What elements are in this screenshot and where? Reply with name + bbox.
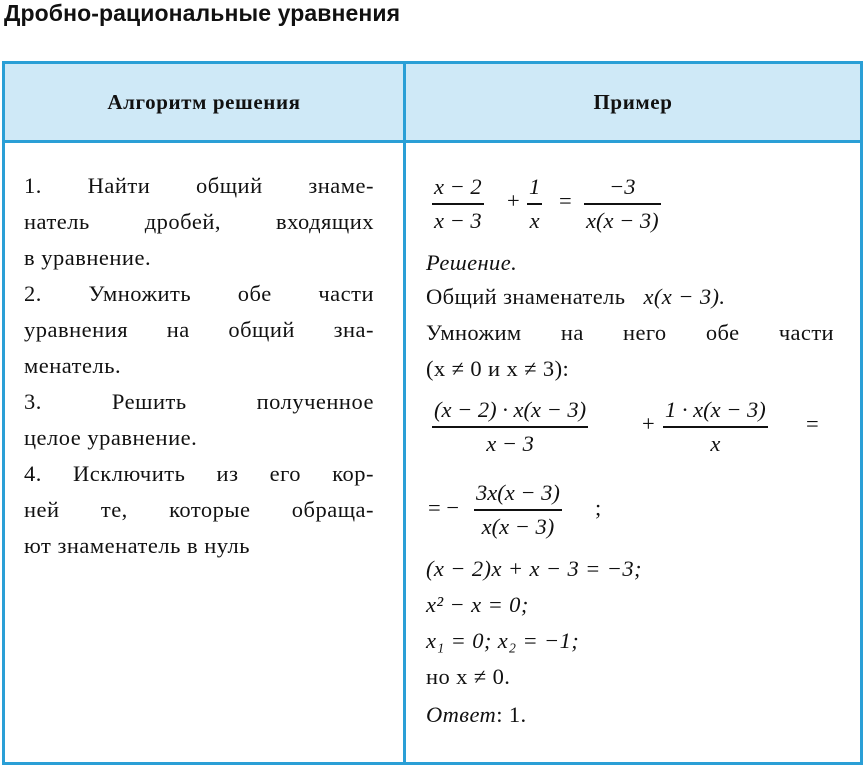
domain-condition: (x ≠ 0 и x ≠ 3):	[426, 356, 570, 381]
page-title: Дробно-рациональные уравнения	[4, 0, 401, 26]
eq2-f1-denominator: x − 3	[486, 431, 534, 456]
answer-label: Ответ	[426, 702, 497, 727]
column-divider	[403, 64, 406, 762]
header-algorithm: Алгоритм решения	[107, 90, 301, 114]
eq1-f1-denominator: x − 3	[434, 208, 482, 233]
common-denominator-text: Общий знаменатель	[426, 284, 626, 309]
eq2-f1-numerator: (x − 2) · x(x − 3)	[434, 397, 587, 422]
eq2-fraction-2	[663, 395, 768, 459]
step-3	[24, 384, 374, 456]
solution-label: Решение.	[426, 250, 518, 275]
solution-line-b: x² − x = 0;	[426, 592, 529, 617]
answer-line	[426, 702, 527, 728]
step-2	[24, 276, 374, 384]
common-denominator-expr: x(x − 3).	[643, 284, 726, 309]
header-divider	[5, 140, 860, 143]
eq2-fraction-1	[432, 395, 588, 459]
eq1-f1-numerator: x − 2	[434, 174, 482, 199]
step-1-line-3: в уравнение.	[24, 245, 152, 270]
step-2-line-2: уравнения на общий зна-	[24, 317, 374, 342]
step-4-line-3: ют знаменатель в нуль	[24, 533, 251, 558]
step-4	[24, 456, 374, 564]
header-example: Пример	[593, 90, 673, 114]
eq1-f3-numerator: −3	[609, 174, 636, 199]
solution-line-a: (x − 2)x + x − 3 = −3;	[426, 556, 642, 581]
common-denominator-line	[426, 284, 725, 310]
step-1	[24, 168, 374, 276]
eq1-f3-denominator: x(x − 3)	[586, 208, 659, 233]
eq2-plus: +	[642, 411, 655, 436]
eq1-equals: =	[559, 188, 572, 213]
eq3-fraction	[474, 478, 562, 542]
step-2-line-1: 2. Умножить обе части	[24, 281, 374, 306]
eq1-fraction-1	[432, 172, 484, 236]
eq3-denominator: x(x − 3)	[481, 514, 555, 539]
eq1-f2-numerator: 1	[529, 174, 541, 199]
step-2-line-3: менатель.	[24, 353, 122, 378]
eq2-f2-denominator: x	[710, 431, 721, 456]
step-4-line-2: ней те, которые обраща-	[24, 497, 374, 522]
eq1-fraction-3	[584, 172, 661, 236]
eq1-f2-denominator: x	[529, 208, 540, 233]
eq1-plus: +	[507, 188, 520, 213]
solution-line-d: но x ≠ 0.	[426, 664, 511, 689]
eq3-prefix: = −	[428, 495, 460, 520]
eq3-numerator: 3x(x − 3)	[476, 480, 560, 505]
eq3-suffix: ;	[595, 495, 602, 520]
step-1-line-1: 1. Найти общий знаме-	[24, 173, 374, 198]
multiply-line: Умножим на него обе части	[426, 320, 834, 345]
step-4-line-1: 4. Исключить из его кор-	[24, 461, 374, 486]
step-3-line-1: 3. Решить полученное	[24, 389, 374, 414]
eq2-f2-numerator: 1 · x(x − 3)	[665, 397, 766, 422]
answer-value: : 1.	[496, 702, 527, 727]
step-3-line-2: целое уравнение.	[24, 425, 198, 450]
step-1-line-2: натель дробей, входящих	[24, 209, 374, 234]
solution-line-c: x₁ = 0; x₂ = −1;	[426, 628, 580, 653]
eq2-equals: =	[806, 411, 819, 436]
eq1-fraction-2	[527, 172, 542, 236]
